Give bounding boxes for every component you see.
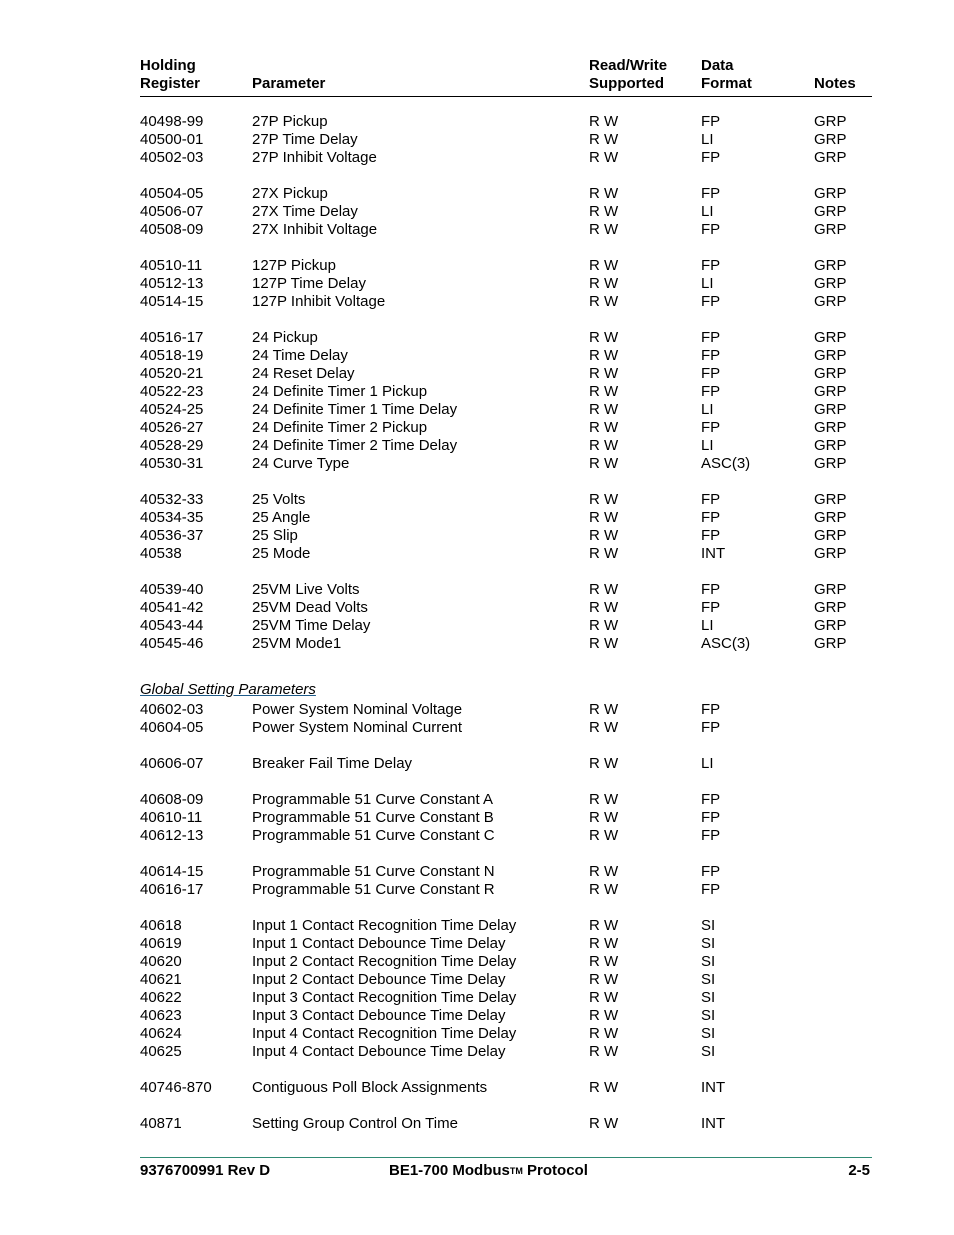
cell-rw: R W bbox=[589, 365, 619, 382]
cell-notes: GRP bbox=[814, 383, 847, 400]
cell-rw: R W bbox=[589, 527, 619, 544]
cell-rw: R W bbox=[589, 917, 619, 934]
cell-reg: 40514-15 bbox=[140, 293, 204, 310]
footer-trademark: TM bbox=[509, 1166, 523, 1176]
cell-param: 24 Pickup bbox=[252, 329, 318, 346]
table-row bbox=[140, 275, 872, 293]
cell-param: Input 3 Contact Recognition Time Delay bbox=[252, 989, 517, 1006]
table-row bbox=[140, 203, 872, 221]
header-parameter: Parameter bbox=[252, 75, 326, 92]
table-row bbox=[140, 185, 872, 203]
table-row bbox=[140, 1079, 872, 1097]
cell-fmt: LI bbox=[701, 401, 714, 418]
cell-fmt: SI bbox=[701, 1025, 716, 1042]
cell-rw: R W bbox=[589, 635, 619, 652]
cell-fmt: LI bbox=[701, 755, 714, 772]
page-footer bbox=[140, 1157, 872, 1182]
cell-notes: GRP bbox=[814, 509, 847, 526]
cell-rw: R W bbox=[589, 383, 619, 400]
cell-rw: R W bbox=[589, 437, 619, 454]
cell-rw: R W bbox=[589, 347, 619, 364]
cell-rw: R W bbox=[589, 131, 619, 148]
cell-rw: R W bbox=[589, 701, 619, 718]
cell-reg: 40622 bbox=[140, 989, 182, 1006]
cell-notes: GRP bbox=[814, 113, 847, 130]
cell-fmt: FP bbox=[701, 491, 721, 508]
cell-fmt: FP bbox=[701, 863, 721, 880]
row-gap bbox=[140, 737, 872, 755]
cell-param: 25VM Time Delay bbox=[252, 617, 371, 634]
cell-fmt: SI bbox=[701, 1007, 716, 1024]
cell-param: 24 Definite Timer 2 Pickup bbox=[252, 419, 428, 436]
cell-param: 25VM Mode1 bbox=[252, 635, 342, 652]
cell-param: Input 4 Contact Recognition Time Delay bbox=[252, 1025, 517, 1042]
cell-fmt: SI bbox=[701, 1043, 716, 1060]
cell-notes: GRP bbox=[814, 185, 847, 202]
cell-notes: GRP bbox=[814, 437, 847, 454]
cell-reg: 40508-09 bbox=[140, 221, 204, 238]
cell-fmt: LI bbox=[701, 131, 714, 148]
cell-fmt: ASC(3) bbox=[701, 455, 751, 472]
cell-rw: R W bbox=[589, 599, 619, 616]
table-row bbox=[140, 935, 872, 953]
cell-rw: R W bbox=[589, 581, 619, 598]
cell-notes: GRP bbox=[814, 131, 847, 148]
cell-param: Input 1 Contact Debounce Time Delay bbox=[252, 935, 506, 952]
cell-rw: R W bbox=[589, 545, 619, 562]
row-gap bbox=[140, 473, 872, 491]
cell-rw: R W bbox=[589, 809, 619, 826]
cell-fmt: INT bbox=[701, 1079, 726, 1096]
cell-notes: GRP bbox=[814, 401, 847, 418]
cell-rw: R W bbox=[589, 617, 619, 634]
cell-fmt: FP bbox=[701, 329, 721, 346]
cell-notes: GRP bbox=[814, 203, 847, 220]
cell-param: 27P Time Delay bbox=[252, 131, 358, 148]
cell-param: 24 Definite Timer 1 Pickup bbox=[252, 383, 428, 400]
row-gap bbox=[140, 311, 872, 329]
cell-rw: R W bbox=[589, 1079, 619, 1096]
table-row bbox=[140, 1043, 872, 1061]
table-row bbox=[140, 329, 872, 347]
table-row bbox=[140, 419, 872, 437]
table-row bbox=[140, 827, 872, 845]
table-row bbox=[140, 719, 872, 737]
table-row bbox=[140, 1007, 872, 1025]
cell-reg: 40530-31 bbox=[140, 455, 204, 472]
cell-rw: R W bbox=[589, 203, 619, 220]
cell-fmt: FP bbox=[701, 293, 721, 310]
cell-param: 25 Volts bbox=[252, 491, 306, 508]
cell-notes: GRP bbox=[814, 635, 847, 652]
cell-fmt: FP bbox=[701, 419, 721, 436]
cell-param: 27P Inhibit Voltage bbox=[252, 149, 377, 166]
cell-param: Programmable 51 Curve Constant R bbox=[252, 881, 495, 898]
row-gap bbox=[140, 1061, 872, 1079]
cell-notes: GRP bbox=[814, 545, 847, 562]
cell-rw: R W bbox=[589, 149, 619, 166]
table-row bbox=[140, 617, 872, 635]
cell-reg: 40520-21 bbox=[140, 365, 204, 382]
cell-notes: GRP bbox=[814, 491, 847, 508]
cell-fmt: FP bbox=[701, 791, 721, 808]
cell-rw: R W bbox=[589, 935, 619, 952]
cell-rw: R W bbox=[589, 755, 619, 772]
cell-reg: 40625 bbox=[140, 1043, 182, 1060]
cell-param: 27X Pickup bbox=[252, 185, 328, 202]
cell-fmt: SI bbox=[701, 935, 716, 952]
section-heading bbox=[140, 679, 872, 701]
cell-notes: GRP bbox=[814, 419, 847, 436]
cell-param: Contiguous Poll Block Assignments bbox=[252, 1079, 488, 1096]
cell-notes: GRP bbox=[814, 347, 847, 364]
cell-fmt: FP bbox=[701, 347, 721, 364]
cell-fmt: FP bbox=[701, 383, 721, 400]
header-supported: Supported bbox=[589, 75, 664, 92]
table-row bbox=[140, 809, 872, 827]
table-row bbox=[140, 149, 872, 167]
cell-fmt: LI bbox=[701, 203, 714, 220]
cell-param: 25VM Live Volts bbox=[252, 581, 360, 598]
table-row bbox=[140, 701, 872, 719]
section-title: Global Setting Parameters bbox=[140, 681, 316, 698]
row-gap bbox=[140, 899, 872, 917]
cell-fmt: INT bbox=[701, 545, 726, 562]
cell-rw: R W bbox=[589, 1043, 619, 1060]
cell-param: Input 4 Contact Debounce Time Delay bbox=[252, 1043, 506, 1060]
cell-notes: GRP bbox=[814, 455, 847, 472]
table-row bbox=[140, 635, 872, 653]
cell-reg: 40498-99 bbox=[140, 113, 204, 130]
cell-param: 27P Pickup bbox=[252, 113, 328, 130]
cell-rw: R W bbox=[589, 1115, 619, 1132]
cell-fmt: SI bbox=[701, 953, 716, 970]
row-gap bbox=[140, 845, 872, 863]
cell-fmt: FP bbox=[701, 809, 721, 826]
cell-reg: 40516-17 bbox=[140, 329, 204, 346]
table-row bbox=[140, 953, 872, 971]
cell-fmt: INT bbox=[701, 1115, 726, 1132]
cell-reg: 40500-01 bbox=[140, 131, 204, 148]
cell-reg: 40543-44 bbox=[140, 617, 204, 634]
cell-fmt: FP bbox=[701, 599, 721, 616]
cell-param: 24 Reset Delay bbox=[252, 365, 355, 382]
cell-fmt: FP bbox=[701, 827, 721, 844]
cell-param: 25 Angle bbox=[252, 509, 311, 526]
cell-reg: 40623 bbox=[140, 1007, 182, 1024]
cell-param: 25 Mode bbox=[252, 545, 311, 562]
cell-fmt: FP bbox=[701, 881, 721, 898]
header-holding: Holding bbox=[140, 57, 196, 74]
table-row bbox=[140, 383, 872, 401]
cell-param: 127P Pickup bbox=[252, 257, 336, 274]
cell-fmt: LI bbox=[701, 275, 714, 292]
cell-reg: 40616-17 bbox=[140, 881, 204, 898]
cell-param: Power System Nominal Voltage bbox=[252, 701, 463, 718]
cell-reg: 40871 bbox=[140, 1115, 182, 1132]
cell-reg: 40602-03 bbox=[140, 701, 204, 718]
row-gap bbox=[140, 773, 872, 791]
header-register: Register bbox=[140, 75, 201, 92]
cell-reg: 40532-33 bbox=[140, 491, 204, 508]
cell-param: Input 2 Contact Recognition Time Delay bbox=[252, 953, 517, 970]
cell-param: Input 3 Contact Debounce Time Delay bbox=[252, 1007, 506, 1024]
cell-reg: 40522-23 bbox=[140, 383, 204, 400]
cell-param: Setting Group Control On Time bbox=[252, 1115, 458, 1132]
cell-reg: 40606-07 bbox=[140, 755, 204, 772]
cell-param: 27X Inhibit Voltage bbox=[252, 221, 378, 238]
table-row bbox=[140, 1115, 872, 1133]
cell-reg: 40545-46 bbox=[140, 635, 204, 652]
table-row bbox=[140, 1025, 872, 1043]
table-row bbox=[140, 881, 872, 899]
table-row bbox=[140, 755, 872, 773]
table-row bbox=[140, 455, 872, 473]
cell-reg: 40524-25 bbox=[140, 401, 204, 418]
cell-rw: R W bbox=[589, 221, 619, 238]
cell-param: 27X Time Delay bbox=[252, 203, 358, 220]
footer-title bbox=[389, 1160, 588, 1182]
cell-fmt: FP bbox=[701, 581, 721, 598]
cell-notes: GRP bbox=[814, 221, 847, 238]
row-gap bbox=[140, 239, 872, 257]
register-table bbox=[140, 113, 872, 1133]
cell-reg: 40510-11 bbox=[140, 257, 203, 274]
cell-notes: GRP bbox=[814, 527, 847, 544]
cell-notes: GRP bbox=[814, 599, 847, 616]
cell-param: 127P Inhibit Voltage bbox=[252, 293, 386, 310]
cell-reg: 40502-03 bbox=[140, 149, 204, 166]
cell-param: 25VM Dead Volts bbox=[252, 599, 368, 616]
cell-fmt: FP bbox=[701, 701, 721, 718]
cell-rw: R W bbox=[589, 293, 619, 310]
cell-param: Breaker Fail Time Delay bbox=[252, 755, 413, 772]
table-row bbox=[140, 131, 872, 149]
table-row bbox=[140, 347, 872, 365]
cell-fmt: FP bbox=[701, 719, 721, 736]
cell-fmt: SI bbox=[701, 971, 716, 988]
table-row bbox=[140, 509, 872, 527]
row-gap bbox=[140, 167, 872, 185]
cell-fmt: LI bbox=[701, 617, 714, 634]
cell-fmt: FP bbox=[701, 185, 721, 202]
cell-reg: 40539-40 bbox=[140, 581, 204, 598]
cell-fmt: FP bbox=[701, 527, 721, 544]
table-row bbox=[140, 365, 872, 383]
cell-param: 24 Time Delay bbox=[252, 347, 348, 364]
table-row bbox=[140, 527, 872, 545]
cell-fmt: LI bbox=[701, 437, 714, 454]
table-header bbox=[140, 57, 872, 97]
cell-rw: R W bbox=[589, 863, 619, 880]
table-row bbox=[140, 293, 872, 311]
cell-rw: R W bbox=[589, 881, 619, 898]
cell-param: Power System Nominal Current bbox=[252, 719, 463, 736]
cell-notes: GRP bbox=[814, 365, 847, 382]
row-gap bbox=[140, 1097, 872, 1115]
cell-rw: R W bbox=[589, 791, 619, 808]
table-row bbox=[140, 257, 872, 275]
cell-param: 127P Time Delay bbox=[252, 275, 366, 292]
cell-reg: 40536-37 bbox=[140, 527, 204, 544]
cell-rw: R W bbox=[589, 419, 619, 436]
cell-reg: 40621 bbox=[140, 971, 182, 988]
section-gap bbox=[140, 653, 872, 679]
header-format: Format bbox=[701, 75, 752, 92]
cell-notes: GRP bbox=[814, 581, 847, 598]
cell-rw: R W bbox=[589, 719, 619, 736]
cell-reg: 40604-05 bbox=[140, 719, 204, 736]
cell-notes: GRP bbox=[814, 257, 847, 274]
cell-rw: R W bbox=[589, 1025, 619, 1042]
cell-reg: 40512-13 bbox=[140, 275, 204, 292]
cell-reg: 40619 bbox=[140, 935, 182, 952]
cell-reg: 40618 bbox=[140, 917, 182, 934]
cell-reg: 40746-870 bbox=[140, 1079, 212, 1096]
cell-reg: 40624 bbox=[140, 1025, 182, 1042]
cell-param: 25 Slip bbox=[252, 527, 298, 544]
table-row bbox=[140, 401, 872, 419]
cell-notes: GRP bbox=[814, 293, 847, 310]
cell-reg: 40608-09 bbox=[140, 791, 204, 808]
table-row bbox=[140, 917, 872, 935]
cell-rw: R W bbox=[589, 275, 619, 292]
cell-fmt: FP bbox=[701, 257, 721, 274]
footer-title-text: BE1-700 Modbus bbox=[389, 1162, 510, 1179]
table-row bbox=[140, 599, 872, 617]
cell-reg: 40541-42 bbox=[140, 599, 204, 616]
cell-reg: 40610-11 bbox=[140, 809, 203, 826]
cell-rw: R W bbox=[589, 989, 619, 1006]
cell-param: 24 Definite Timer 2 Time Delay bbox=[252, 437, 458, 454]
table-row bbox=[140, 989, 872, 1007]
cell-fmt: SI bbox=[701, 917, 716, 934]
cell-param: Programmable 51 Curve Constant B bbox=[252, 809, 494, 826]
row-gap bbox=[140, 563, 872, 581]
cell-param: Programmable 51 Curve Constant A bbox=[252, 791, 493, 808]
table-row bbox=[140, 113, 872, 131]
cell-fmt: FP bbox=[701, 365, 721, 382]
table-row bbox=[140, 581, 872, 599]
table-row bbox=[140, 791, 872, 809]
cell-rw: R W bbox=[589, 509, 619, 526]
cell-notes: GRP bbox=[814, 149, 847, 166]
cell-fmt: FP bbox=[701, 221, 721, 238]
cell-reg: 40534-35 bbox=[140, 509, 204, 526]
table-row bbox=[140, 491, 872, 509]
footer-page-number: 2-5 bbox=[848, 1162, 870, 1179]
cell-rw: R W bbox=[589, 455, 619, 472]
cell-param: Input 2 Contact Debounce Time Delay bbox=[252, 971, 506, 988]
footer-title-suffix: Protocol bbox=[522, 1162, 588, 1179]
cell-param: 24 Definite Timer 1 Time Delay bbox=[252, 401, 458, 418]
table-row bbox=[140, 437, 872, 455]
cell-rw: R W bbox=[589, 491, 619, 508]
cell-rw: R W bbox=[589, 185, 619, 202]
cell-reg: 40518-19 bbox=[140, 347, 204, 364]
cell-reg: 40528-29 bbox=[140, 437, 204, 454]
cell-rw: R W bbox=[589, 257, 619, 274]
cell-reg: 40538 bbox=[140, 545, 182, 562]
cell-rw: R W bbox=[589, 827, 619, 844]
cell-reg: 40504-05 bbox=[140, 185, 204, 202]
cell-fmt: FP bbox=[701, 509, 721, 526]
cell-rw: R W bbox=[589, 113, 619, 130]
cell-fmt: FP bbox=[701, 149, 721, 166]
table-row bbox=[140, 221, 872, 239]
cell-fmt: ASC(3) bbox=[701, 635, 751, 652]
cell-param: Input 1 Contact Recognition Time Delay bbox=[252, 917, 517, 934]
cell-reg: 40612-13 bbox=[140, 827, 204, 844]
cell-notes: GRP bbox=[814, 329, 847, 346]
cell-reg: 40506-07 bbox=[140, 203, 204, 220]
cell-reg: 40526-27 bbox=[140, 419, 204, 436]
table-row bbox=[140, 545, 872, 563]
cell-rw: R W bbox=[589, 971, 619, 988]
header-read-write: Read/Write bbox=[589, 57, 668, 74]
cell-param: Programmable 51 Curve Constant C bbox=[252, 827, 495, 844]
header-notes: Notes bbox=[814, 75, 856, 92]
cell-fmt: FP bbox=[701, 113, 721, 130]
cell-rw: R W bbox=[589, 401, 619, 418]
cell-notes: GRP bbox=[814, 617, 847, 634]
table-row bbox=[140, 863, 872, 881]
cell-rw: R W bbox=[589, 953, 619, 970]
cell-param: 24 Curve Type bbox=[252, 455, 350, 472]
cell-rw: R W bbox=[589, 329, 619, 346]
cell-reg: 40620 bbox=[140, 953, 182, 970]
header-data: Data bbox=[701, 57, 734, 74]
cell-rw: R W bbox=[589, 1007, 619, 1024]
cell-fmt: SI bbox=[701, 989, 716, 1006]
footer-doc-number: 9376700991 Rev D bbox=[140, 1162, 271, 1179]
cell-reg: 40614-15 bbox=[140, 863, 204, 880]
table-row bbox=[140, 971, 872, 989]
cell-param: Programmable 51 Curve Constant N bbox=[252, 863, 495, 880]
cell-notes: GRP bbox=[814, 275, 847, 292]
